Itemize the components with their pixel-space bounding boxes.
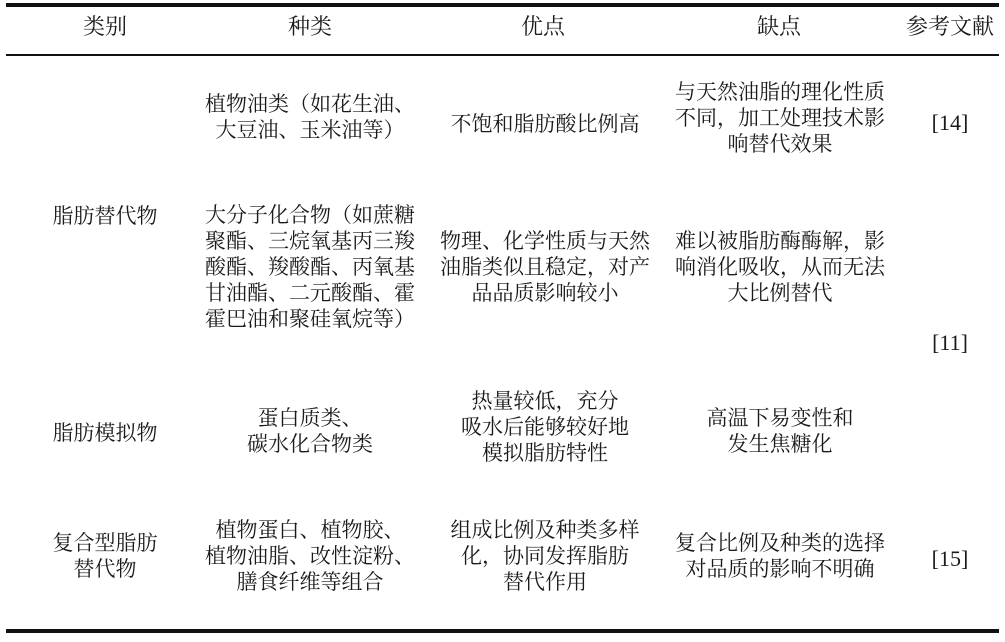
table-cell-type: 植物油类（如花生油、 大豆油、玉米油等） bbox=[205, 92, 415, 142]
category-fat-mimetic: 脂肪模拟物 bbox=[52, 421, 158, 445]
header-disadvantages: 缺点 bbox=[756, 15, 801, 40]
table-cell-advantages: 物理、化学性质与天然 油脂类似且稳定，对产 品品质影响较小 bbox=[440, 229, 650, 305]
header-rule bbox=[6, 54, 999, 56]
table-cell-disadvantages: 难以被脂肪酶酶解，影 响消化吸收，从而无法 大比例替代 bbox=[675, 229, 885, 305]
header-type: 种类 bbox=[287, 15, 332, 40]
bottom-rule bbox=[6, 629, 999, 633]
table-cell-advantages: 组成比例及种类多样 化，协同发挥脂肪 替代作用 bbox=[450, 518, 640, 594]
top-rule bbox=[6, 3, 999, 7]
category-composite-fat-substitute: 复合型脂肪 替代物 bbox=[52, 531, 158, 581]
header-category: 类别 bbox=[82, 15, 127, 40]
table-cell-advantages: 不饱和脂肪酸比例高 bbox=[450, 112, 640, 136]
table-cell-reference: [14] bbox=[931, 110, 969, 135]
table-cell-type: 蛋白质类、 碳水化合物类 bbox=[247, 406, 373, 456]
table-cell-reference: [11] bbox=[932, 330, 968, 355]
table-cell-disadvantages: 与天然油脂的理化性质 不同，加工处理技术影 响替代效果 bbox=[675, 80, 885, 156]
table-cell-type: 植物蛋白、植物胶、 植物油脂、改性淀粉、 膳食纤维等组合 bbox=[205, 518, 415, 594]
header-advantages: 优点 bbox=[520, 15, 565, 40]
table-cell-advantages: 热量较低，充分 吸水后能够较好地 模拟脂肪特性 bbox=[461, 389, 629, 465]
header-references: 参考文献 bbox=[905, 15, 994, 40]
table-cell-disadvantages: 高温下易变性和 发生焦糖化 bbox=[706, 406, 854, 456]
category-fat-substitute: 脂肪替代物 bbox=[52, 204, 158, 228]
table-cell-reference: [15] bbox=[931, 546, 969, 571]
table-cell-type: 大分子化合物（如蔗糖 聚酯、三烷氧基丙三羧 酸酯、羧酸酯、丙氧基 甘油酯、二元酸酯、霍 霍巴油和聚硅氧烷等） bbox=[205, 203, 415, 331]
table-cell-disadvantages: 复合比例及种类的选择 对品质的影响不明确 bbox=[675, 531, 885, 581]
